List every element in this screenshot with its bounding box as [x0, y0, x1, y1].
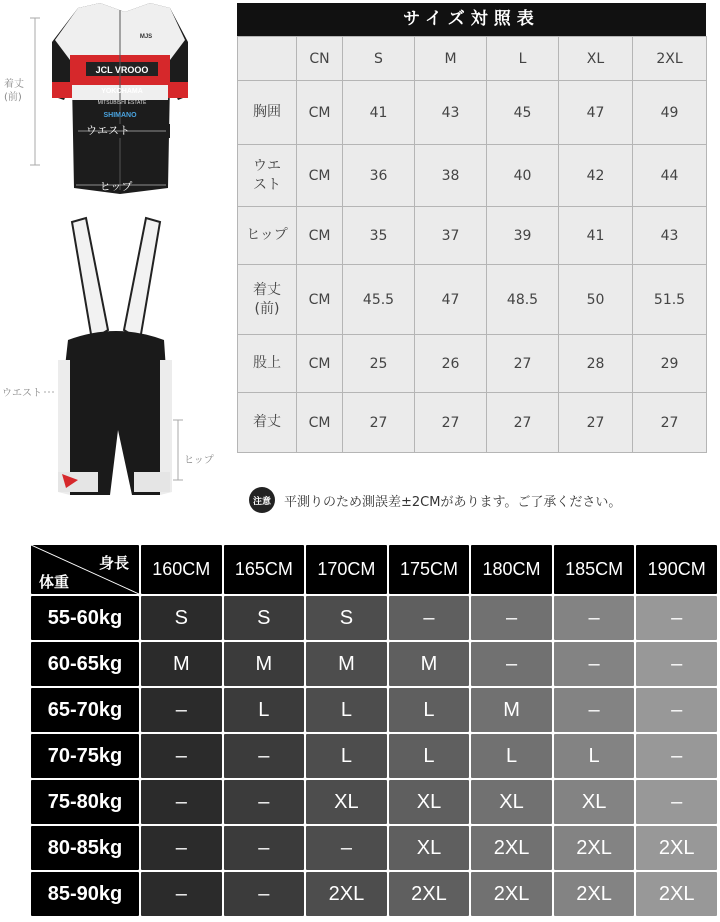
fit-row [31, 688, 717, 732]
fit-size-cell: 2XL [636, 826, 717, 870]
height-header: 180CM [471, 545, 552, 594]
fit-size-cell: – [636, 780, 717, 824]
fit-size-cell: – [636, 688, 717, 732]
fit-chart [29, 543, 719, 918]
value-cell: 42 [559, 145, 633, 207]
height-header: 160CM [141, 545, 222, 594]
value-cell: 41 [559, 207, 633, 265]
weight-label: 80-85kg [31, 826, 139, 870]
fit-size-cell: 2XL [636, 872, 717, 916]
height-header: 175CM [389, 545, 470, 594]
fit-size-cell: – [141, 734, 222, 778]
header-cell: CN [297, 37, 343, 81]
value-cell: 45.5 [343, 265, 415, 335]
fit-size-cell: – [636, 596, 717, 640]
table-row [238, 81, 707, 145]
fit-body [31, 596, 717, 916]
weight-label: 70-75kg [31, 734, 139, 778]
svg-text:YOKOHAMA: YOKOHAMA [101, 88, 143, 95]
svg-text:SHIMANO: SHIMANO [103, 112, 137, 119]
fit-row [31, 826, 717, 870]
fit-size-cell: XL [389, 780, 470, 824]
fit-size-cell: XL [554, 780, 635, 824]
fit-size-cell: M [389, 642, 470, 686]
header-cell: M [415, 37, 487, 81]
svg-text:MITSUBISHI ESTATE: MITSUBISHI ESTATE [97, 100, 147, 106]
note-text: 平測りのため測誤差±2CMがあります。ご了承ください。 [284, 494, 622, 510]
row-label: 股上 [238, 335, 297, 393]
fit-size-cell: L [306, 688, 387, 732]
value-cell: 49 [633, 81, 707, 145]
fit-size-cell: S [306, 596, 387, 640]
row-label: 着丈(前) [238, 265, 297, 335]
table-row [238, 265, 707, 335]
value-cell: 40 [487, 145, 559, 207]
fit-size-cell: L [306, 734, 387, 778]
table-row [238, 393, 707, 453]
jersey-length-label: 着丈 (前) [4, 79, 24, 103]
value-cell: 27 [487, 393, 559, 453]
value-cell: 44 [633, 145, 707, 207]
value-cell: 45 [487, 81, 559, 145]
fit-size-cell: 2XL [389, 872, 470, 916]
height-header: 190CM [636, 545, 717, 594]
fit-size-cell: 2XL [554, 826, 635, 870]
value-cell: 27 [633, 393, 707, 453]
value-cell: 37 [415, 207, 487, 265]
fit-size-cell: – [141, 826, 222, 870]
fit-size-cell: M [306, 642, 387, 686]
bib-hip-label: ヒップ [184, 455, 214, 466]
value-cell: 47 [415, 265, 487, 335]
value-cell: 26 [415, 335, 487, 393]
row-label: ヒップ [238, 207, 297, 265]
fit-size-cell: S [224, 596, 305, 640]
fit-size-cell: – [554, 642, 635, 686]
height-header: 185CM [554, 545, 635, 594]
header-cell: 2XL [633, 37, 707, 81]
weight-label: 65-70kg [31, 688, 139, 732]
fit-row [31, 596, 717, 640]
weight-label: 75-80kg [31, 780, 139, 824]
value-cell: 25 [343, 335, 415, 393]
fit-size-cell: L [471, 734, 552, 778]
fit-size-cell: – [471, 642, 552, 686]
value-cell: 27 [559, 393, 633, 453]
note-badge: 注意 [249, 487, 275, 513]
svg-text:MJS: MJS [139, 34, 153, 40]
unit-cell: CM [297, 207, 343, 265]
product-illustrations [0, 0, 240, 540]
fit-size-cell: – [224, 780, 305, 824]
fit-row [31, 780, 717, 824]
weight-label: 60-65kg [31, 642, 139, 686]
fit-size-cell: – [471, 596, 552, 640]
fit-size-cell: – [224, 734, 305, 778]
row-label: 胸囲 [238, 81, 297, 145]
weight-axis-label: 体重 [39, 574, 70, 591]
value-cell: 36 [343, 145, 415, 207]
table-row [238, 335, 707, 393]
header-blank [238, 37, 297, 81]
bib-waist-label: ウエスト [2, 388, 42, 399]
weight-label: 55-60kg [31, 596, 139, 640]
value-cell: 28 [559, 335, 633, 393]
header-cell: L [487, 37, 559, 81]
value-cell: 39 [487, 207, 559, 265]
fit-size-cell: – [224, 826, 305, 870]
fit-size-cell: L [389, 688, 470, 732]
size-chart-header-row [238, 37, 707, 81]
height-axis-label: 身長 [98, 555, 129, 572]
fit-size-cell: M [224, 642, 305, 686]
bib-shorts-illustration [0, 210, 240, 540]
unit-cell: CM [297, 145, 343, 207]
fit-size-cell: – [636, 734, 717, 778]
fit-header-row [31, 545, 717, 594]
fit-size-cell: XL [471, 780, 552, 824]
value-cell: 27 [415, 393, 487, 453]
fit-size-cell: – [554, 688, 635, 732]
table-row [238, 207, 707, 265]
fit-size-cell: – [554, 596, 635, 640]
measurement-note [249, 487, 621, 513]
value-cell: 29 [633, 335, 707, 393]
unit-cell: CM [297, 335, 343, 393]
value-cell: 35 [343, 207, 415, 265]
fit-size-cell: 2XL [554, 872, 635, 916]
value-cell: 41 [343, 81, 415, 145]
fit-table [29, 543, 719, 918]
size-chart [237, 3, 706, 453]
fit-corner [31, 545, 139, 594]
row-label: 着丈 [238, 393, 297, 453]
fit-size-cell: – [389, 596, 470, 640]
jersey-waist-label: ウエスト [86, 124, 130, 137]
fit-size-cell: L [224, 688, 305, 732]
fit-size-cell: L [389, 734, 470, 778]
value-cell: 47 [559, 81, 633, 145]
value-cell: 43 [633, 207, 707, 265]
fit-size-cell: XL [389, 826, 470, 870]
fit-size-cell: 2XL [471, 872, 552, 916]
fit-size-cell: – [636, 642, 717, 686]
fit-size-cell: – [306, 826, 387, 870]
size-chart-title: サイズ対照表 [237, 3, 706, 36]
unit-cell: CM [297, 265, 343, 335]
fit-size-cell: – [141, 780, 222, 824]
weight-label: 85-90kg [31, 872, 139, 916]
fit-size-cell: M [141, 642, 222, 686]
height-header: 170CM [306, 545, 387, 594]
unit-cell: CM [297, 393, 343, 453]
table-row [238, 145, 707, 207]
value-cell: 50 [559, 265, 633, 335]
header-cell: S [343, 37, 415, 81]
fit-size-cell: – [141, 688, 222, 732]
fit-row [31, 642, 717, 686]
jersey-illustration [0, 0, 240, 200]
value-cell: 27 [487, 335, 559, 393]
value-cell: 48.5 [487, 265, 559, 335]
header-cell: XL [559, 37, 633, 81]
fit-size-cell: XL [306, 780, 387, 824]
fit-size-cell: – [141, 872, 222, 916]
height-header: 165CM [224, 545, 305, 594]
fit-size-cell: – [224, 872, 305, 916]
value-cell: 43 [415, 81, 487, 145]
size-chart-table [237, 36, 707, 453]
fit-size-cell: M [471, 688, 552, 732]
value-cell: 27 [343, 393, 415, 453]
row-label: ウエスト [238, 145, 297, 207]
fit-size-cell: L [554, 734, 635, 778]
jersey-hip-label: ヒップ [99, 180, 133, 193]
fit-size-cell: S [141, 596, 222, 640]
fit-row [31, 872, 717, 916]
fit-row [31, 734, 717, 778]
fit-size-cell: 2XL [306, 872, 387, 916]
value-cell: 51.5 [633, 265, 707, 335]
unit-cell: CM [297, 81, 343, 145]
fit-size-cell: 2XL [471, 826, 552, 870]
value-cell: 38 [415, 145, 487, 207]
jersey-logo-text: JCL VROOO [95, 65, 149, 75]
